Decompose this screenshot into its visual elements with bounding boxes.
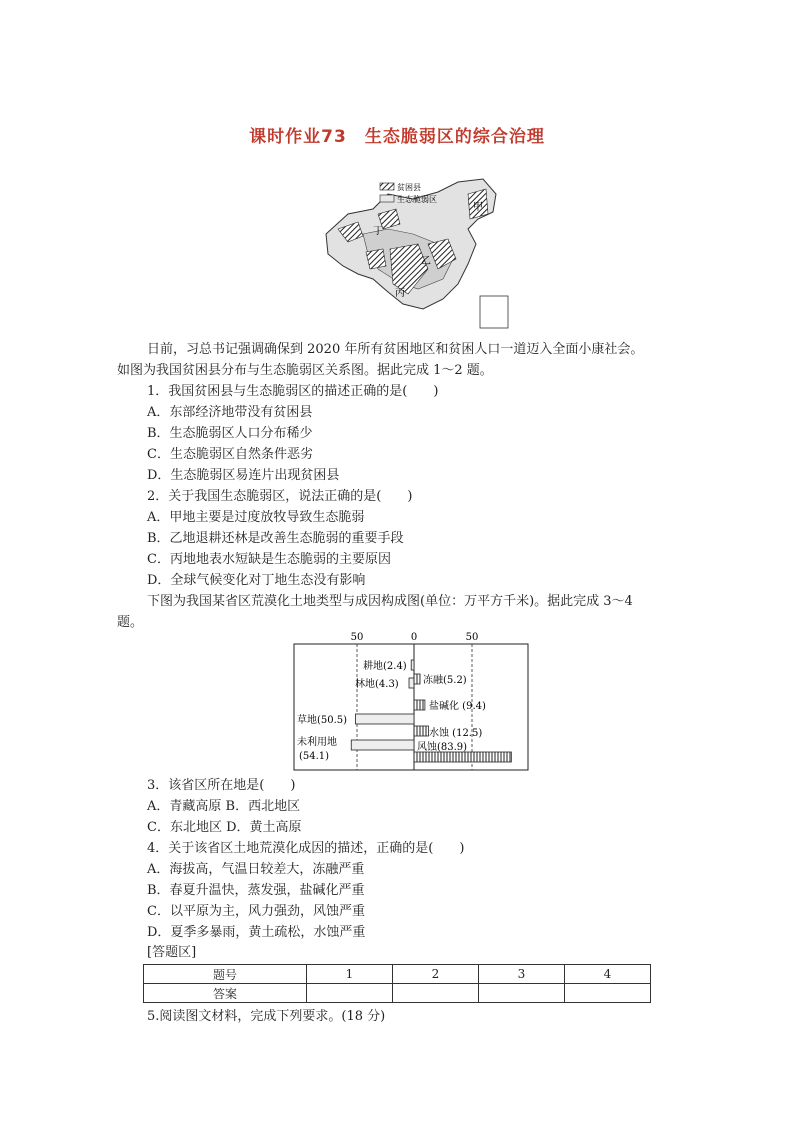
legend-fragile-label: 生态脆弱区 <box>397 195 437 204</box>
bar-left-3 <box>355 714 414 724</box>
label-yi: 乙 <box>421 256 431 267</box>
header-cell-4: 4 <box>565 965 651 984</box>
tick-label-right-50: 50 <box>465 632 479 643</box>
legend-poverty-swatch <box>380 183 394 190</box>
bar-label-left-3: 草地(50.5) <box>297 715 348 726</box>
intro-line-2: 如图为我国贫困县分布与生态脆弱区关系图。据此完成 1～2 题。 <box>117 363 493 378</box>
q4-option-c: C．以平原为主，风力强劲，风蚀严重 <box>147 904 365 919</box>
bar-left-1 <box>411 660 414 670</box>
header-cell-question: 题号 <box>144 965 307 984</box>
q1-option-b: B．生态脆弱区人口分布稀少 <box>147 426 313 441</box>
bar-label-right-4: 风蚀(83.9) <box>417 742 468 753</box>
intro-line-3: 下图为我国某省区荒漠化土地类型与成因构成图(单位：万平方千米)。据此完成 3～4 <box>147 594 633 609</box>
q1-option-c: C．生态脆弱区自然条件恶劣 <box>147 447 313 462</box>
answer-cell-1[interactable] <box>307 984 393 1003</box>
q4-option-b: B．春夏升温快，蒸发强，盐碱化严重 <box>147 883 365 898</box>
intro-line-1: 日前，习总书记强调确保到 2020 年所有贫困地区和贫困人口一道迈入全面小康社会。 <box>147 342 644 357</box>
q3-stem: 3．该省区所在地是( ) <box>147 778 296 793</box>
answer-table <box>143 964 651 1003</box>
q2-option-b: B．乙地退耕还林是改善生态脆弱的重要手段 <box>147 531 404 546</box>
tick-label-left-50: 50 <box>350 632 364 643</box>
south-sea-inset <box>480 296 508 328</box>
header-cell-1: 1 <box>307 965 393 984</box>
q1-option-d: D．生态脆弱区易连片出现贫困县 <box>147 468 340 483</box>
bar-right-3 <box>414 726 429 736</box>
label-jia: 甲 <box>473 202 483 213</box>
intro-line-3b: 题。 <box>117 615 144 630</box>
legend-poverty-label: 贫困县 <box>397 183 421 192</box>
answer-table-header-row <box>144 965 651 984</box>
poverty-region <box>366 249 386 269</box>
bar-right-2 <box>414 700 425 710</box>
page-title: 课时作业73 生态脆弱区的综合治理 <box>249 127 545 147</box>
bar-left-4 <box>351 740 414 750</box>
header-cell-3: 3 <box>479 965 565 984</box>
bar-left-2 <box>409 678 414 688</box>
q4-stem: 4．关于该省区土地荒漠化成因的描述，正确的是( ) <box>147 841 465 856</box>
tick-label-zero: 0 <box>410 632 418 643</box>
label-bing: 丙 <box>395 288 405 299</box>
q1-stem: 1．我国贫困县与生态脆弱区的描述正确的是( ) <box>147 384 439 399</box>
answer-area-label: [答题区] <box>147 945 197 960</box>
q2-option-d: D．全球气候变化对丁地生态没有影响 <box>147 573 366 588</box>
label-ding: 丁 <box>373 226 383 237</box>
header-cell-2: 2 <box>393 965 479 984</box>
answer-cell-4[interactable] <box>565 984 651 1003</box>
answer-cell-3[interactable] <box>479 984 565 1003</box>
bar-right-4 <box>414 752 511 762</box>
poverty-ecology-map <box>318 174 518 330</box>
q2-stem: 2．关于我国生态脆弱区，说法正确的是( ) <box>147 489 413 504</box>
bar-label-left-2: 林地(4.3) <box>355 679 399 690</box>
q4-option-d: D．夏季多暴雨，黄土疏松，水蚀严重 <box>147 925 366 940</box>
answer-table-answer-row <box>144 984 651 1003</box>
q1-option-a: A．东部经济地带没有贫困县 <box>147 405 313 420</box>
bar-label-right-3: 水蚀 (12.5) <box>429 728 483 739</box>
legend-fragile-swatch <box>380 195 394 202</box>
desertification-chart <box>293 628 529 771</box>
q5-stem: 5.阅读图文材料，完成下列要求。(18 分) <box>147 1009 386 1024</box>
q3-options-cd: C．东北地区 D．黄土高原 <box>147 820 302 835</box>
q2-option-c: C．丙地地表水短缺是生态脆弱的主要原因 <box>147 552 391 567</box>
answer-cell-2[interactable] <box>393 984 479 1003</box>
q4-option-a: A．海拔高，气温日较差大，冻融严重 <box>147 862 365 877</box>
q3-options-ab: A．青藏高原 B．西北地区 <box>147 799 301 814</box>
q2-option-a: A．甲地主要是过度放牧导致生态脆弱 <box>147 510 365 525</box>
bar-label-right-1: 冻融(5.2) <box>423 675 467 686</box>
bar-label-right-2: 盐碱化 (9.4) <box>429 701 486 712</box>
bar-right-1 <box>414 674 420 684</box>
bar-label-left-1: 耕地(2.4) <box>363 661 407 672</box>
bar-label-left-4: 未利用地 <box>297 737 337 748</box>
bar-label-left-5: (54.1) <box>299 751 330 762</box>
answer-row-label: 答案 <box>144 984 307 1003</box>
